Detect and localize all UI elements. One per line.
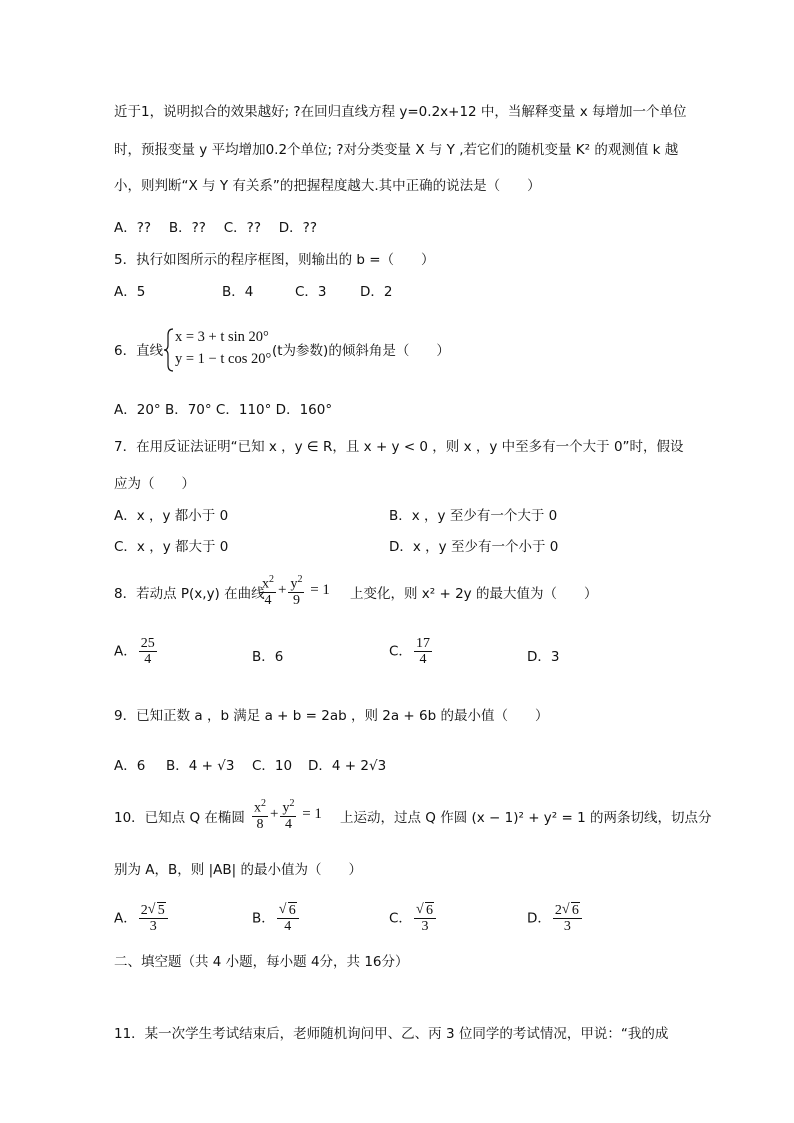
q7-option-d: D．x ，y 至少有一个小于 0: [389, 539, 559, 555]
q10-middle: 上运动，过点 Q 作圆 (x − 1)² + y² = 1 的两条切线，切点分: [340, 810, 712, 826]
q7-stem-line-1: 7．在用反证法证明“已知 x ，y ∈ R，且 x + y < 0 ，则 x ，y 中至多有一个大于 0”时，假设: [114, 439, 684, 455]
q5-option-b: B．4: [222, 284, 254, 300]
q10-option-c: C． √ $\frac{6}{3}$: [389, 903, 438, 934]
q5-option-a: A．5: [114, 284, 146, 300]
text-line-3: 小，则判断“X 与 Y 有关系”的把握程度越大.其中正确的说法是（ ）: [114, 178, 541, 194]
q8-suffix: 上变化，则 x² + 2y 的最大值为（ ）: [350, 586, 598, 602]
q6-suffix: (t为参数)的倾斜角是（ ）: [272, 343, 450, 359]
q9-stem: 9．已知正数 a ，b 满足 a + b = 2ab ，则 2a + 6b 的最小值（ ）: [114, 708, 549, 724]
q11-stem: 11．某一次学生考试结束后，老师随机询问甲、乙、丙 3 位同学的考试情况，甲说：“我的成: [114, 1026, 669, 1042]
q8-option-a: A． $\frac{25}{4}$: [114, 636, 155, 667]
q5-stem: 5．执行如图所示的程序框图，则输出的 b =（ ）: [114, 252, 435, 268]
q8-option-c: C． $\frac{17}{4}$: [389, 636, 430, 667]
q10-option-d: D． $\frac{2√ 6}{3}$: [527, 903, 584, 934]
q7-option-c: C．x ，y 都大于 0: [114, 539, 229, 555]
q7-stem-line-2: 应为（ ）: [114, 476, 195, 492]
q5-option-d: D．2: [360, 284, 393, 300]
q9-option-b: B．4 + √3: [166, 758, 235, 774]
q6-equation-system: [163, 327, 283, 373]
text-line-2: 时，预报变量 y 平均增加0.2个单位; ?对分类变量 X 与 Y ,若它们的随机变量 K² 的观测值 k 越: [114, 142, 679, 158]
q4-options: A．?? B．?? C．?? D．??: [114, 220, 318, 236]
brace-icon: [163, 327, 175, 373]
q7-option-b: B．x ，y 至少有一个大于 0: [389, 508, 558, 524]
q6-prefix: 6．直线: [114, 343, 164, 359]
q5-option-c: C．3: [295, 284, 327, 300]
q6-equation-2: y = 1 − t cos 20°: [175, 351, 272, 367]
q8-option-d: D．3: [527, 649, 560, 665]
q8-prefix: 8．若动点 P(x,y) 在曲线: [114, 586, 265, 602]
q6-equation-1: x = 3 + t sin 20°: [175, 329, 269, 345]
q8-curve-equation: $\frac{x^2}{4}$ + $\frac{y^2}{9}$ = 1: [262, 574, 330, 608]
q10-option-a: A． $\frac{2√ 5}{3}$: [114, 903, 170, 934]
q9-option-d: D．4 + 2√3: [308, 758, 387, 774]
q9-option-a: A．6: [114, 758, 146, 774]
q10-option-b: B． √ $\frac{6}{4}$: [252, 903, 301, 934]
q7-option-a: A．x ，y 都小于 0: [114, 508, 229, 524]
q9-option-c: C．10: [252, 758, 293, 774]
q10-stem-line-2: 别为 A，B，则 |AB| 的最小值为（ ）: [114, 862, 362, 878]
section-2-heading: 二、填空题（共 4 小题，每小题 4分，共 16分）: [114, 954, 409, 970]
q10-ellipse-equation: $\frac{x^2}{8}$ + $\frac{y^2}{4}$ = 1: [254, 798, 322, 832]
q6-options: A．20° B．70° C．110° D．160°: [114, 402, 333, 418]
q10-prefix: 10．已知点 Q 在椭圆: [114, 810, 245, 826]
q8-option-b: B．6: [252, 649, 284, 665]
text-line-1: 近于1，说明拟合的效果越好; ?在回归直线方程 y=0.2x+12 中，当解释变量 x 每增加一个单位: [114, 104, 687, 120]
